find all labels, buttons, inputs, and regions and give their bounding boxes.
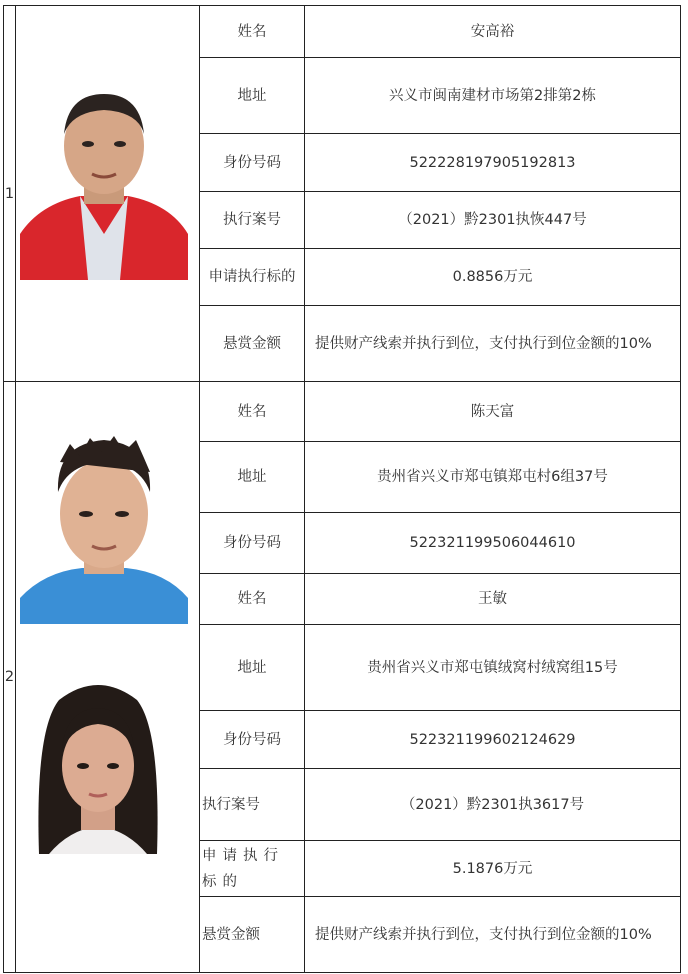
- label-id-number: 身份号码: [200, 134, 305, 192]
- value-id-number: 522321199602124629: [305, 711, 681, 769]
- portrait-woman-long-hair-icon: [19, 670, 177, 854]
- label-name: 姓名: [200, 6, 305, 58]
- value-execution-amount: 5.1876万元: [305, 841, 681, 897]
- value-case-number: （2021）黔2301执3617号: [305, 769, 681, 841]
- value-reward: 提供财产线索并执行到位，支付执行到位金额的10%: [305, 897, 681, 973]
- value-address: 贵州省兴义市郑屯镇绒窝村绒窝组15号: [305, 625, 681, 711]
- table-row: [4, 6, 681, 58]
- table-row: [4, 382, 681, 442]
- label-id-number: 身份号码: [200, 711, 305, 769]
- portrait-man-red-jacket-icon: [20, 84, 188, 280]
- label-execution-amount: 申请执行标的: [200, 841, 305, 897]
- value-id-number: 522321199506044610: [305, 513, 681, 574]
- portrait-man-blue-shirt-icon: [20, 422, 188, 624]
- wanted-notice-table: [3, 5, 681, 973]
- label-id-number: 身份号码: [200, 513, 305, 574]
- value-execution-amount: 0.8856万元: [305, 249, 681, 306]
- value-id-number: 522228197905192813: [305, 134, 681, 192]
- value-case-number: （2021）黔2301执恢447号: [305, 192, 681, 249]
- label-reward: 悬赏金额: [200, 306, 305, 382]
- value-name: 王敏: [305, 574, 681, 625]
- photo-cell: [16, 382, 200, 973]
- label-address: 地址: [200, 442, 305, 513]
- label-case-number: 执行案号: [200, 769, 305, 841]
- value-name: 安高裕: [305, 6, 681, 58]
- label-address: 地址: [200, 58, 305, 134]
- photo-cell: [16, 6, 200, 382]
- label-execution-amount: 申请执行标的: [200, 249, 305, 306]
- value-name: 陈天富: [305, 382, 681, 442]
- value-address: 贵州省兴义市郑屯镇郑屯村6组37号: [305, 442, 681, 513]
- record-index: 1: [4, 6, 16, 382]
- label-reward: 悬赏金额: [200, 897, 305, 973]
- label-name: 姓名: [200, 382, 305, 442]
- label-address: 地址: [200, 625, 305, 711]
- label-case-number: 执行案号: [200, 192, 305, 249]
- label-name: 姓名: [200, 574, 305, 625]
- value-reward: 提供财产线索并执行到位，支付执行到位金额的10%: [305, 306, 681, 382]
- record-index: 2: [4, 382, 16, 973]
- value-address: 兴义市闽南建材市场第2排第2栋: [305, 58, 681, 134]
